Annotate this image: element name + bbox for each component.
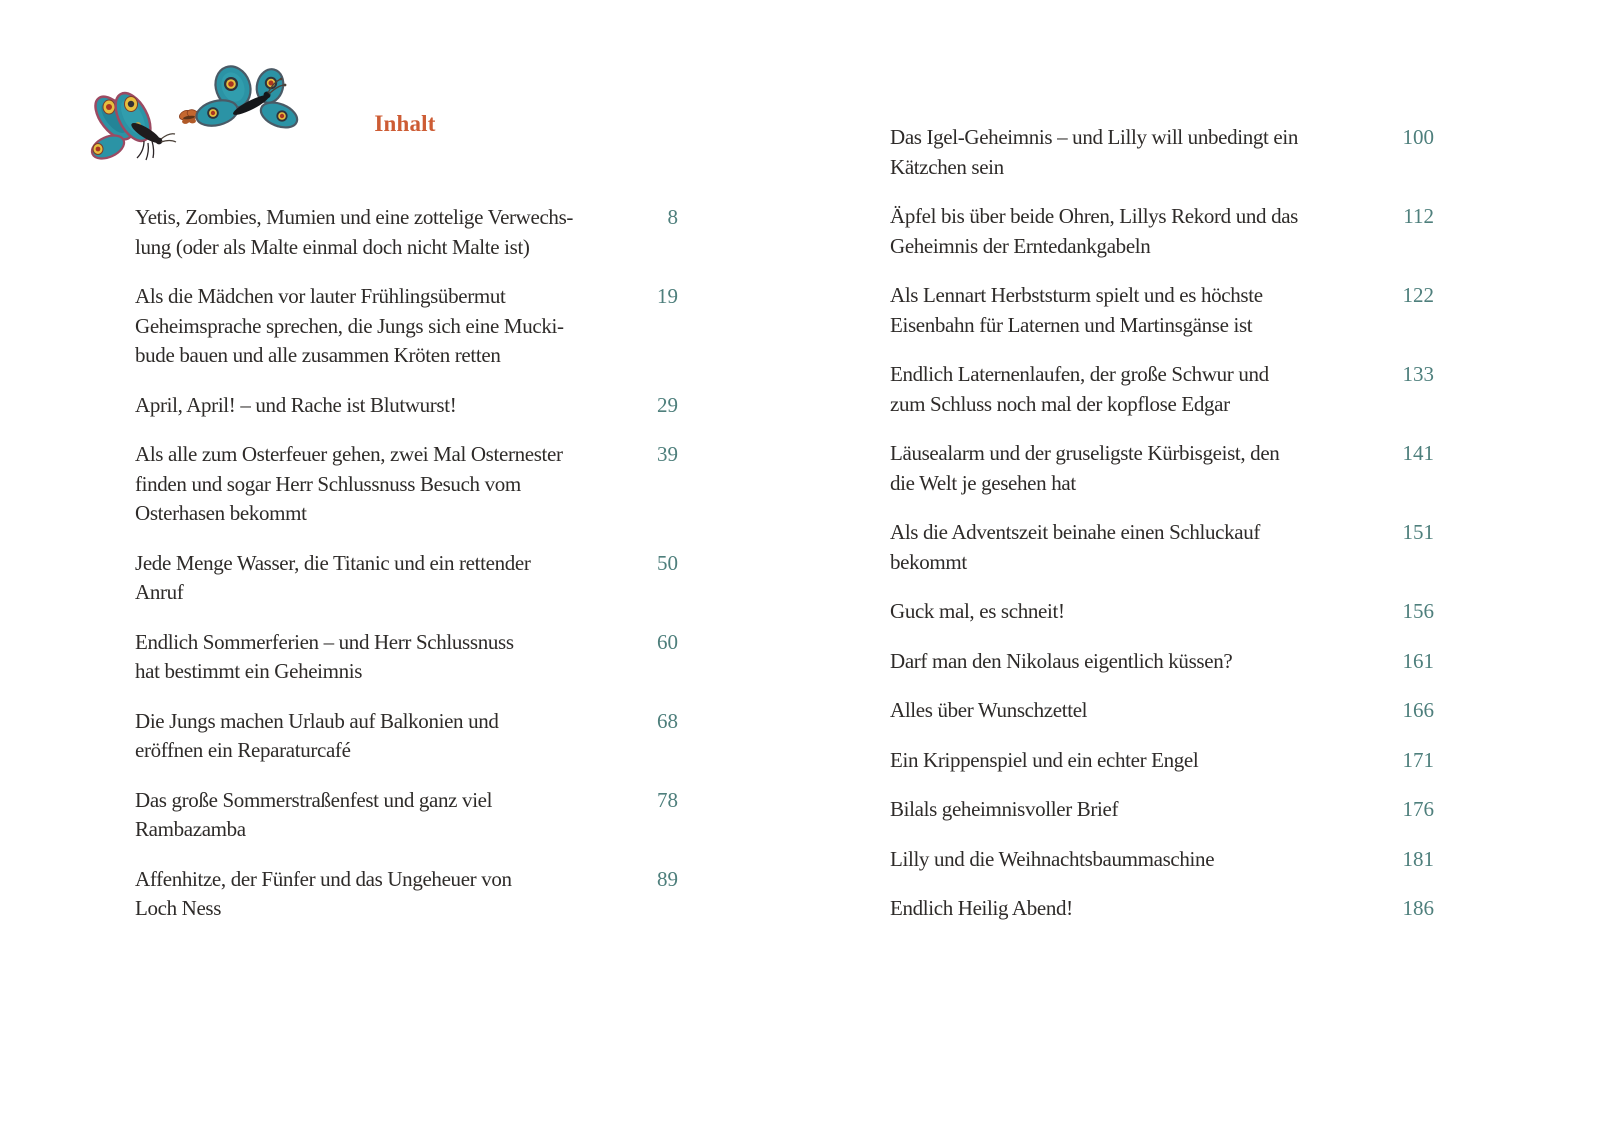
toc-title-line: Kätzchen sein [890, 154, 1004, 179]
toc-column-right [890, 123, 1434, 944]
toc-entry-title [135, 707, 622, 766]
toc-entry [890, 647, 1434, 677]
toc-title-line: Rambazamba [135, 817, 246, 841]
toc-entry [135, 628, 678, 687]
toc-column-left [135, 203, 678, 944]
toc-entry-page-number: 186 [1402, 896, 1434, 920]
toc-entry-page-number: 112 [1403, 204, 1434, 228]
toc-title-line: eröffnen ein Reparaturcafé [135, 738, 351, 762]
toc-entry-title [890, 696, 1378, 726]
toc-title-line: Anruf [135, 580, 184, 604]
toc-entry-title [135, 786, 622, 845]
toc-title-line: Lilly und die Weihnachtsbaummaschine [890, 846, 1215, 871]
toc-entry-title [890, 795, 1378, 825]
toc-entry-title [890, 518, 1378, 577]
toc-entry-title [135, 628, 622, 687]
toc-title-line: Als alle zum Osterfeuer gehen, zwei Mal Osternester [135, 442, 563, 466]
toc-entry [890, 202, 1434, 261]
toc-title-line: Geheimnis der Erntedankgabeln [890, 233, 1151, 258]
toc-entry [135, 786, 678, 845]
toc-entry-page-number: 29 [657, 392, 678, 417]
toc-entry-title [135, 203, 622, 262]
toc-entry-page-number: 19 [657, 284, 678, 308]
toc-title-line: die Welt je gesehen hat [890, 470, 1076, 495]
toc-title-line: Osterhasen bekommt [135, 501, 307, 525]
toc-title-line: Bilals geheimnisvoller Brief [890, 797, 1119, 821]
toc-entry [890, 439, 1434, 498]
toc-entry-page-number: 122 [1402, 283, 1434, 307]
toc-entry-page-number: 39 [657, 442, 678, 466]
toc-entry-title [890, 845, 1378, 875]
toc-title-line: Als die Mädchen vor lauter Frühlingsübermut [135, 284, 506, 308]
toc-entry-page-number: 176 [1402, 797, 1434, 821]
toc-title-line: Alles über Wunschzettel [890, 698, 1088, 722]
toc-entry [890, 123, 1434, 182]
toc-title-line: zum Schluss noch mal der kopflose Edgar [890, 391, 1230, 416]
toc-title-line: Das Igel-Geheimnis – und Lilly will unbedingt ein [890, 125, 1299, 149]
toc-entry-title [135, 440, 622, 529]
toc-entry-page-number: 151 [1402, 520, 1434, 544]
toc-entry [890, 597, 1434, 627]
toc-entry [890, 845, 1434, 875]
toc-entry-title [135, 865, 622, 924]
toc-title-line: Endlich Heilig Abend! [890, 896, 1073, 920]
toc-title-line: hat bestimmt ein Geheimnis [135, 659, 363, 683]
toc-entry [890, 696, 1434, 726]
toc-entry-page-number: 171 [1402, 747, 1434, 772]
toc-entry-page-number: 100 [1402, 125, 1434, 149]
toc-title-line: Guck mal, es schneit! [890, 599, 1065, 623]
toc-entry [890, 894, 1434, 924]
toc-entry-title [890, 894, 1378, 924]
toc-entry [135, 865, 678, 924]
toc-title-line: Darf man den Nikolaus eigentlich küssen? [890, 648, 1233, 673]
toc-entry-page-number: 181 [1402, 846, 1434, 871]
toc-entry-page-number: 60 [657, 629, 678, 654]
toc-title-line: Als die Adventszeit beinahe einen Schluckauf [890, 520, 1261, 544]
toc-entry-title [890, 123, 1378, 182]
toc-entry [890, 360, 1434, 419]
toc-entry [890, 795, 1434, 825]
toc-title-line: Das große Sommerstraßenfest und ganz viel [135, 787, 493, 812]
toc-entry-title [890, 597, 1378, 627]
toc-entry-title [135, 282, 622, 371]
butterfly-perched-icon [88, 87, 176, 163]
toc-entry-page-number: 50 [657, 550, 678, 575]
toc-entry-title [135, 549, 622, 608]
toc-entry-page-number: 68 [657, 708, 678, 733]
toc-entry [135, 707, 678, 766]
toc-title-line: Ein Krippenspiel und ein echter Engel [890, 747, 1199, 772]
toc-title-line: Endlich Sommerferien – und Herr Schlussnuss [135, 629, 514, 654]
toc-title-line: Eisenbahn für Laternen und Martinsgänse ist [890, 312, 1253, 337]
toc-entry [890, 746, 1434, 776]
toc-entry [135, 282, 678, 371]
toc-title-line: Läusealarm und der gruseligste Kürbisgeist, den [890, 441, 1280, 465]
toc-entry-page-number: 78 [657, 787, 678, 812]
toc-entry-page-number: 89 [657, 866, 678, 891]
toc-entry-page-number: 156 [1402, 599, 1434, 623]
toc-entry-page-number: 8 [667, 205, 678, 229]
toc-title-line: Jede Menge Wasser, die Titanic und ein rettender [135, 550, 531, 575]
butterflies-illustration [78, 55, 318, 167]
toc-title-line: Loch Ness [135, 896, 222, 920]
toc-entry-title [890, 202, 1378, 261]
toc-entry-page-number: 141 [1402, 441, 1434, 465]
toc-title-line: bekommt [890, 549, 967, 574]
toc-title-line: Äpfel bis über beide Ohren, Lillys Rekord und das [890, 204, 1299, 228]
toc-title-line: bude bauen und alle zusammen Kröten retten [135, 343, 501, 367]
toc-entry-title [135, 391, 622, 421]
toc-title-line: Affenhitze, der Fünfer und das Ungeheuer von [135, 866, 512, 891]
toc-entry [135, 203, 678, 262]
toc-title-line: lung (oder als Malte einmal doch nicht Malte ist) [135, 234, 530, 259]
toc-entry-page-number: 161 [1402, 648, 1434, 673]
toc-entry-title [890, 439, 1378, 498]
toc-title-line: Geheimsprache sprechen, die Jungs sich eine Mucki- [135, 313, 564, 338]
toc-entry [890, 281, 1434, 340]
page-title: Inhalt [374, 111, 436, 136]
toc-entry-page-number: 166 [1402, 698, 1434, 722]
toc-title-line: Als Lennart Herbststurm spielt und es höchste [890, 283, 1263, 307]
toc-entry-page-number: 133 [1402, 362, 1434, 386]
toc-entry-title [890, 746, 1378, 776]
toc-entry [135, 391, 678, 421]
toc-entry-title [890, 360, 1378, 419]
toc-entry [135, 440, 678, 529]
toc-title-line: finden und sogar Herr Schlussnuss Besuch vom [135, 471, 521, 496]
toc-title-line: Yetis, Zombies, Mumien und eine zottelige Verwechs- [135, 205, 574, 229]
toc-entry-title [890, 281, 1378, 340]
butterfly-large-icon [194, 61, 301, 132]
toc-entry [890, 518, 1434, 577]
toc-entry [135, 549, 678, 608]
toc-entry-title [890, 647, 1378, 677]
toc-title-line: April, April! – und Rache ist Blutwurst! [135, 392, 457, 417]
toc-title-line: Die Jungs machen Urlaub auf Balkonien und [135, 708, 499, 733]
toc-title-line: Endlich Laternenlaufen, der große Schwur und [890, 362, 1269, 386]
